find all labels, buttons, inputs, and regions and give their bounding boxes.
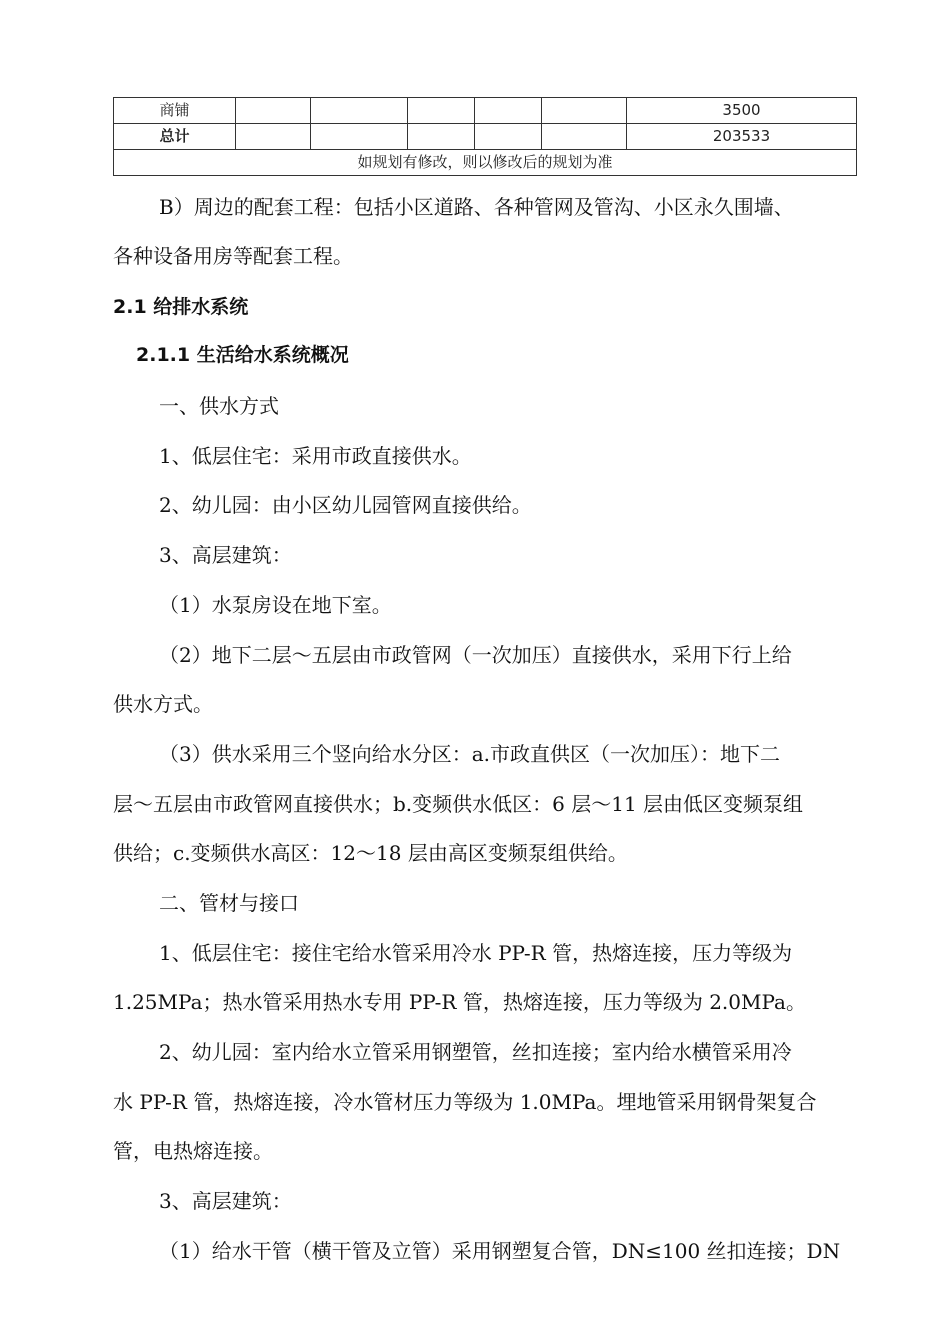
paragraph-line: （3）供水采用三个竖向给水分区：a.市政直供区（一次加压）：地下二 [159,742,781,766]
table-row [114,98,857,124]
table-cell-total: 203533 [627,124,857,150]
subsection-heading: 2.1.1 生活给水系统概况 [136,344,349,366]
paragraph-line: （1）给水干管（横干管及立管）采用钢塑复合管，DN≤100 丝扣连接；DN [159,1239,841,1263]
paragraph-line: 3、高层建筑： [159,1189,292,1213]
paragraph-line: B）周边的配套工程：包括小区道路、各种管网及管沟、小区永久围墙、 [159,195,794,219]
table-cell [408,98,475,124]
paragraph-line: （2）地下二层～五层由市政管网（一次加压）直接供水，采用下行上给 [159,643,792,667]
paragraph-line: 管，电热熔连接。 [113,1139,273,1163]
table-row [114,124,857,150]
paragraph-line: 供给；c.变频供水高区：12～18 层由高区变频泵组供给。 [113,841,628,865]
section-heading: 2.1 给排水系统 [113,296,249,318]
table-cell [311,124,408,150]
table-cell-label: 总计 [114,124,236,150]
paragraph-line: 各种设备用房等配套工程。 [113,244,353,268]
table-cell [542,98,627,124]
table-cell [236,124,311,150]
table-cell [542,124,627,150]
table-cell [475,98,542,124]
table-note: 如规划有修改，则以修改后的规划为准 [114,150,857,176]
table-cell [311,98,408,124]
paragraph-line: 供水方式。 [113,692,213,716]
table-cell-total: 3500 [627,98,857,124]
paragraph-line: 二、管材与接口 [159,891,299,915]
paragraph-line: 3、高层建筑： [159,543,292,567]
area-table [113,97,857,176]
paragraph-line: 一、供水方式 [159,394,279,418]
paragraph-line: 1、低层住宅：采用市政直接供水。 [159,444,472,468]
table-row [114,150,857,176]
paragraph-line: 1、低层住宅：接住宅给水管采用冷水 PP-R 管，热熔连接，压力等级为 [159,941,793,965]
table-cell-label: 商铺 [114,98,236,124]
paragraph-line: 2、幼儿园：由小区幼儿园管网直接供给。 [159,493,532,517]
paragraph-line: （1）水泵房设在地下室。 [159,593,392,617]
table-cell [475,124,542,150]
paragraph-line: 水 PP-R 管，热熔连接，冷水管材压力等级为 1.0MPa。埋地管采用钢骨架复合 [113,1090,817,1114]
table-cell [236,98,311,124]
table-cell [408,124,475,150]
paragraph-line: 层～五层由市政管网直接供水；b.变频供水低区：6 层～11 层由低区变频泵组 [113,792,804,816]
paragraph-line: 2、幼儿园：室内给水立管采用钢塑管，丝扣连接；室内给水横管采用冷 [159,1040,792,1064]
paragraph-line: 1.25MPa；热水管采用热水专用 PP-R 管，热熔连接，压力等级为 2.0MPa。 [113,990,806,1014]
